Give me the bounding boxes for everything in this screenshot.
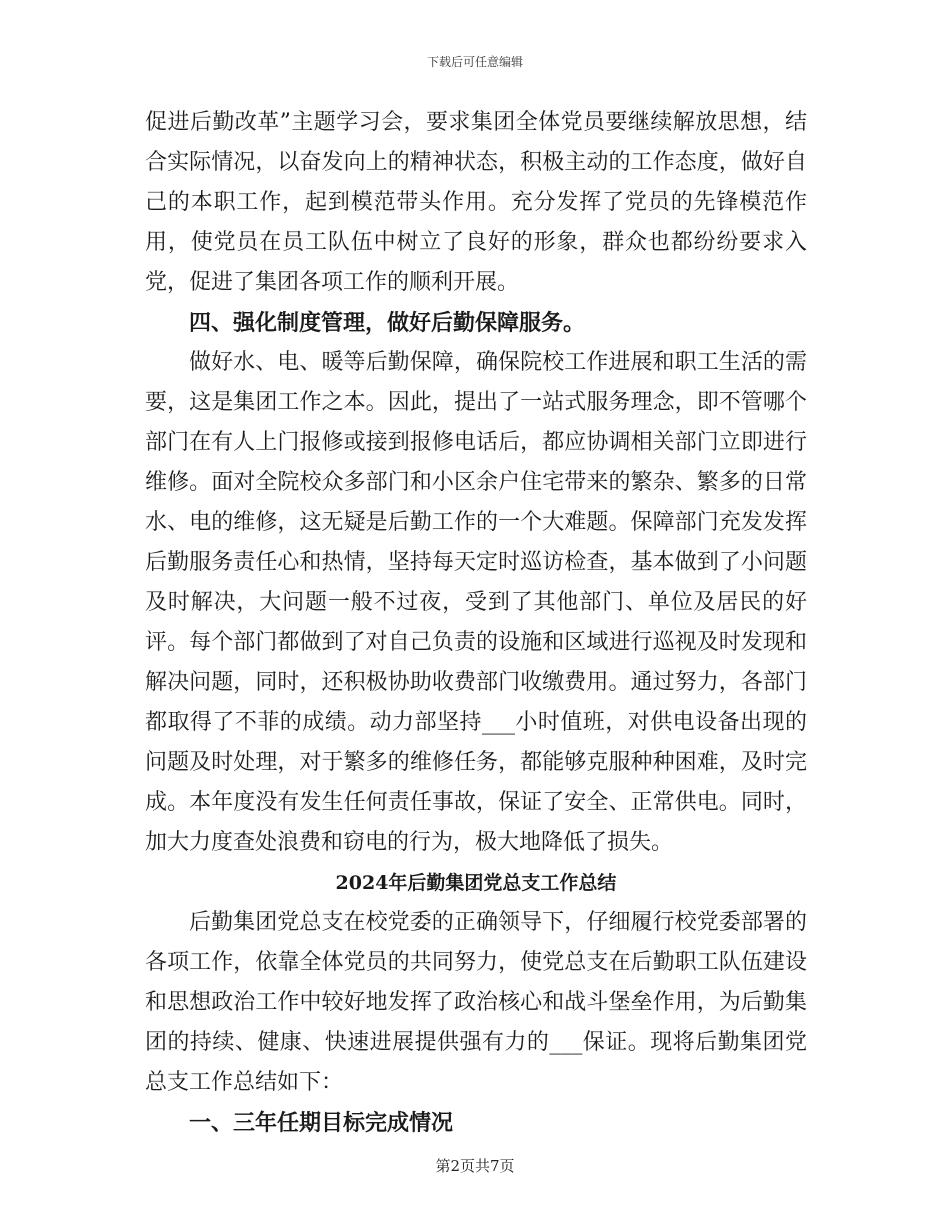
page-header: 下载后可任意编辑 xyxy=(426,55,523,69)
section-heading-4: 四、强化制度管理，做好后勤保障服务。 xyxy=(189,310,586,336)
paragraph-intro: 后勤集团党总支在校党委的正确领导下，仔细履行校党委部署的各项工作，依靠全体党员的共同努力，使党总支在后勤职工队伍建设和思想政治工作中较好地发挥了政治核心和战斗堡垒作用，为后勤集团的持续、健康、快速进展提供强有力的___保证。现将后勤集团党总支工作总结如下： xyxy=(145,910,807,1095)
paragraph-logistics-service: 做好水、电、暖等后勤保障，确保院校工作进展和职工生活的需要，这是集团工作之本。因此，提出了一站式服务理念，即不管哪个部门在有人上门报修或接到报修电话后，都应协调相关部门立即进行维修。面对全院校众多部门和小区余户住宅带来的繁杂、繁多的日常水、电的维修，这无疑是后勤工作的一个大难题。保障部门充发发挥后勤服务责任心和热情，坚持每天定时巡访检查，基本做到了小问题及时解决，大问题一般不过夜，受到了其他部门、单位及居民的好评。每个部门都做到了对自己负责的设施和区域进行巡视及时发现和解决问题，同时，还积极协助收费部门收缴费用。通过努力，各部门都取得了不菲的成绩。动力部坚持___小时值班，对供电设备出现的问题及时处理，对于繁多的维修任务，都能够克服种种困难，及时完成。本年度没有发生任何责任事故，保证了安全、正常供电。同时，加大力度查处浪费和窃电的行为，极大地降低了损失。 xyxy=(145,350,807,855)
document-title: 2024年后勤集团党总支工作总结 xyxy=(335,872,617,894)
section-heading-1: 一、三年任期目标完成情况 xyxy=(189,1110,454,1136)
paragraph-continuation: 促进后勤改革”主题学习会，要求集团全体党员要继续解放思想，结合实际情况，以奋发向上的精神状态，积极主动的工作态度，做好自己的本职工作，起到模范带头作用。充分发挥了党员的先锋模范作用，使党员在员工队伍中树立了良好的形象，群众也都纷纷要求入党，促进了集团各项工作的顺利开展。 xyxy=(145,110,807,295)
page-footer: 第2页共7页 xyxy=(435,1157,515,1175)
document-body xyxy=(145,103,807,1143)
